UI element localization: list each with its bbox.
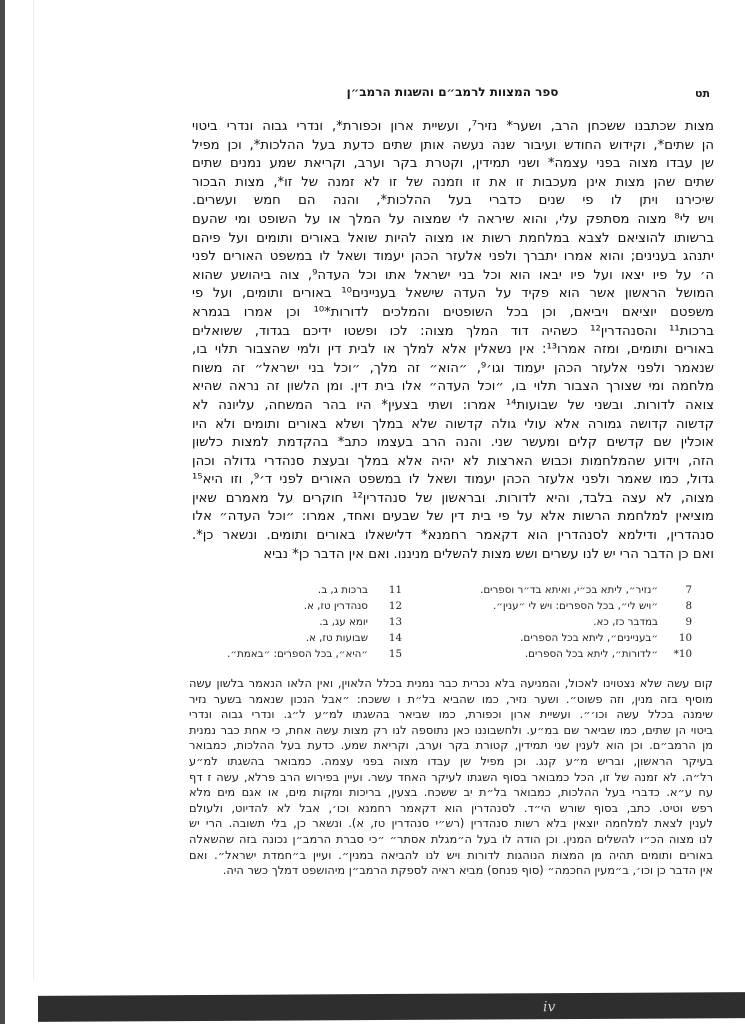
text-line: מן הרמב״ם. וכן הוא לענין שני תמידין, קטורת בקר וערב, וקריאת שמע. כדעת בעל ההלכות, כמבואר bbox=[189, 738, 713, 753]
text-line: קום עשה שלא נצטוינו לאכול, והמניעה בלא נכרית כבר נמנית בכלל הלאוין, ואין הלאו הנאמר בלשון עשה bbox=[189, 676, 713, 690]
text-line: קדשוה קדושה גמורה אלא עולי גולה קדשוה שלא במלך ושלא באורים ותומים ולא היו bbox=[192, 416, 714, 432]
text-line: הזה, וידוע שהמלחמות וכבוש הארצות לא יהיה אלא במלך ובעצת סנהדרי גדולה וכהן bbox=[192, 453, 714, 469]
text-line: באורים ותומים תהיה מן המצות הנוהגות לדורות ויש לנו להביאה במנין״. ועיין ב״חמדת ישראל״. ואם bbox=[189, 847, 713, 862]
footnote-text: שבועות טז, א. bbox=[305, 632, 368, 644]
commentary-text bbox=[189, 676, 713, 879]
text-line: אוכלין שם קדשים קלים ומעשר שני. והנה הרב בעצמו כתב* בהקדמת למצות כלשון bbox=[192, 435, 714, 451]
footnote-text: ״היא״, בכל הספרים: ״באמת״. bbox=[227, 648, 368, 660]
text-line: אין הדבר כן וכו׳, ב״מעין החכמה״ (סוף פנחס) מביא ראיה לספקת הרמב״ן מיהושפט דמלך כשר היה. bbox=[222, 863, 713, 878]
footnote-text: ״נזיר״, ליתא בכ״י, ואיתא בד״ר וספרים. bbox=[480, 584, 658, 596]
text-line: ברשותו להוציאם לצבא במלחמת רשות או מצוה להיות שואל באורים ותומים ועל פיהם bbox=[192, 230, 714, 246]
text-line: לענין לצאת למלחמה יוצאין בלא רשות סנהדרין (רש״י סנהדרין טז, א). ונשאר כן, בלי תשובה. הרי יש bbox=[189, 816, 713, 831]
text-line: עח ע״א. כדברי בעל ההלכות, כמבואר בל״ת יב ששכח. בצעין, בריכות ומקות מים, או אגם מים מלא bbox=[189, 785, 713, 800]
footnote-number: 7 bbox=[685, 584, 692, 596]
text-line: ברכות¹¹ והסנהדרין¹² כשהיה דוד המלך מצוה: לכו ופשטו ידיכם בגדוד, ששואלים bbox=[192, 323, 714, 339]
text-line: רפש וטיט. כתב, בסוף שורש הי״ד. לסנהדרין הוא דקאמר רחמנא וכו׳, אבל לא להדיוט, ולעולם bbox=[189, 800, 713, 815]
text-line: שן עבדו מצוה בפני עצמה* ושני תמידין, וקטרת בקר וערב, וקריאת שמע נמנים שתים bbox=[192, 156, 714, 172]
text-line: ביטוי הן שתים, כמו שביאר שם במ״ע. ולחשבוננו כאן נתוספה לנו רק מצות עשה אחת, כי אחת כבר נמנית bbox=[189, 722, 713, 737]
text-line: ואם כן הדבר הרי יש לנו עשרים ושש מצות להשלים מניננו. ואם אין הדבר כן* נביא bbox=[263, 546, 714, 562]
footnote-number: 13 bbox=[388, 616, 402, 628]
footnote-text: ״לדורות״, ליתא בכל הספרים. bbox=[524, 648, 658, 660]
footnote bbox=[422, 632, 692, 648]
text-line: שיכירנו ויתן לו פי שנים כדברי בעל ההלכות*, והנה הם חמש ועשרים. bbox=[192, 193, 714, 209]
footnotes-right-column bbox=[422, 584, 692, 664]
text-line: מצות שכתבנו ששכחן הרב, ושער* נזיר⁷, ועשיית ארון וכפורת*, ונדרי גבוה ונדרי ביטוי bbox=[192, 119, 714, 134]
text-line: המושל הראשון אשר הוא פקיד על העדה שישאל בעניינים¹⁰ באורים ותומים, ועל פי bbox=[192, 286, 714, 302]
text-line: בעיקר הראשון, ובריש מ״ע קנג. וכן מפיל שן עבדו מצוה בפני עצמה. כמבואר בהשגתו למ״ע bbox=[189, 753, 713, 768]
footnote-text: במדבר כז, כא. bbox=[593, 616, 658, 628]
footnote-text: יומא עג, ב. bbox=[319, 616, 368, 628]
text-line: ה׳ על פיו יצאו ועל פיו יבאו הוא וכל בני ישראל אתו וכל העדה⁹, צוה ביהושע שהוא bbox=[192, 267, 714, 283]
scan-mark: ⅳ bbox=[543, 999, 556, 1016]
footnote bbox=[422, 616, 692, 632]
footnote-number: 11 bbox=[388, 584, 402, 596]
footnote-number: 12 bbox=[388, 600, 402, 612]
footnote-text: ברכות ג, ב. bbox=[317, 584, 368, 596]
footnote bbox=[222, 616, 402, 632]
footnote-number: 10* bbox=[673, 648, 692, 660]
page-number: תט bbox=[695, 87, 710, 100]
text-line: רל״ה. לא זמנה של זו, הכל כמבואר בסוף השגתו לעיקר האחד עשר. ועיין בפירוש הרב פרלא, עשה ז דף bbox=[189, 769, 713, 784]
footnote-number: 9 bbox=[685, 616, 692, 628]
footnote-number: 8 bbox=[685, 600, 692, 612]
text-line: יתנהג בענינים; והוא אמרו יתברך ולפני אלעזר הכהן יעמוד ושאל לו במשפט האורים לפני bbox=[192, 249, 714, 265]
text-line: לנו מצוה הכ״ו להשלים המנין. וכן הודה לו בעל ה״מגלת אסתר״ ״כי סברת הרמב״ן נכונה בזה שהשאלה bbox=[189, 831, 713, 846]
footnote bbox=[222, 648, 402, 664]
text-line: גדול, כמו שאמר ולפני אלעזר הכהן יעמוד ושאל לו במשפט האורים לפני ד׳⁹, וזו היא¹⁵ bbox=[192, 472, 714, 488]
footnote bbox=[222, 600, 402, 616]
footnote bbox=[422, 584, 692, 600]
footnote-text: ״ויש לי״, בכל הספרים: ויש לי ״ענין״. bbox=[492, 600, 658, 612]
text-line: משפטם יוציאם ויביאם, וכן בכל השופטים והמלכים לדורות*¹⁰ וכן אמרו בגמרא bbox=[192, 304, 714, 320]
text-line: סנהדרין, ודילמא לסנהדרין הוא דקאמר רחמנא* דלישאלו באורים ותומים. ונשאר כן*. bbox=[192, 528, 714, 544]
text-line: מצוה, לא עצה בלבד, והיא לדורות. ובראשון של סנהדרין¹² חוקרים על מאמרם שאין bbox=[192, 490, 714, 506]
page-fold-line bbox=[33, 0, 34, 980]
footnote-number: 15 bbox=[388, 648, 402, 660]
footnote bbox=[422, 600, 692, 616]
footnote-text: ״בעניינים״, ליתא בכל הספרים. bbox=[520, 632, 658, 644]
footnote-number: 14 bbox=[388, 632, 402, 644]
text-line: מוסיף בזה מנין, וזה פשוט״. ושער נזיר, כמו שהביא בל״ת ו ששכח: ״אבל הנכון שנאמר בשער נזיר bbox=[189, 691, 713, 706]
text-line: באורים ותומים, ומזה אמרו¹³: אין נשאלין אלא למלך או לבית דין ולמי שהצבור תלוי בו, bbox=[192, 342, 714, 358]
text-line: ויש לי⁸ מצוה מסתפק עלי, והוא שיראה לי שמצוה על המלך או על השופט ומי שהעם bbox=[192, 211, 714, 227]
text-line: שימנה בכלל עשה וכו׳״. ועשיית ארון וכפורת, כמו שביאר בהשגתו למ״ע ל״ג. ונדרי גבוה ונדרי bbox=[189, 707, 713, 722]
text-line: הן שתים*, וקידוש החודש ועיבור שנה נעשה אותן שתים כדעת בעל ההלכות*, וכן מפיל bbox=[192, 137, 714, 153]
text-line: מלחמה ומי שצורך הצבור תלוי בו, ״וכל העדה״ אלו בית דין. ומן הלשון זה נראה שהיא bbox=[192, 379, 714, 395]
main-text bbox=[192, 118, 714, 564]
text-line: צואה לדורות. ובשני של שבועות¹⁴ אמרו: ושתי בצעין* היו בהר המשחה, עליונה לא bbox=[192, 397, 714, 413]
text-line: מוציאין למלחמת הרשות אלא על פי בית דין של שבעים ואחד, אמרו: ״וכל העדה״ אלו bbox=[192, 509, 714, 525]
text-line: שנאמר ולפני אלעזר הכהן יעמוד וגו׳⁹, ״הוא״ זה מלך, ״וכל בני ישראל״ זה משוח bbox=[192, 360, 714, 376]
running-title: ספר המצוות לרמב״ם והשגות הרמב״ן bbox=[346, 85, 559, 99]
footnote bbox=[222, 632, 402, 648]
footnote-number: 10 bbox=[678, 632, 692, 644]
footnote-text: סנהדרין טז, א. bbox=[303, 600, 368, 612]
footnote bbox=[222, 584, 402, 600]
footnotes-left-column bbox=[222, 584, 402, 664]
running-header bbox=[185, 85, 720, 105]
scan-bottom-shadow bbox=[38, 992, 745, 1022]
text-line: שתים שהן מצות אינן מעכבות זו את זו וזמנה של זו לא זמנה של זו*, מצות הבכור bbox=[192, 174, 714, 190]
footnote bbox=[422, 648, 692, 664]
